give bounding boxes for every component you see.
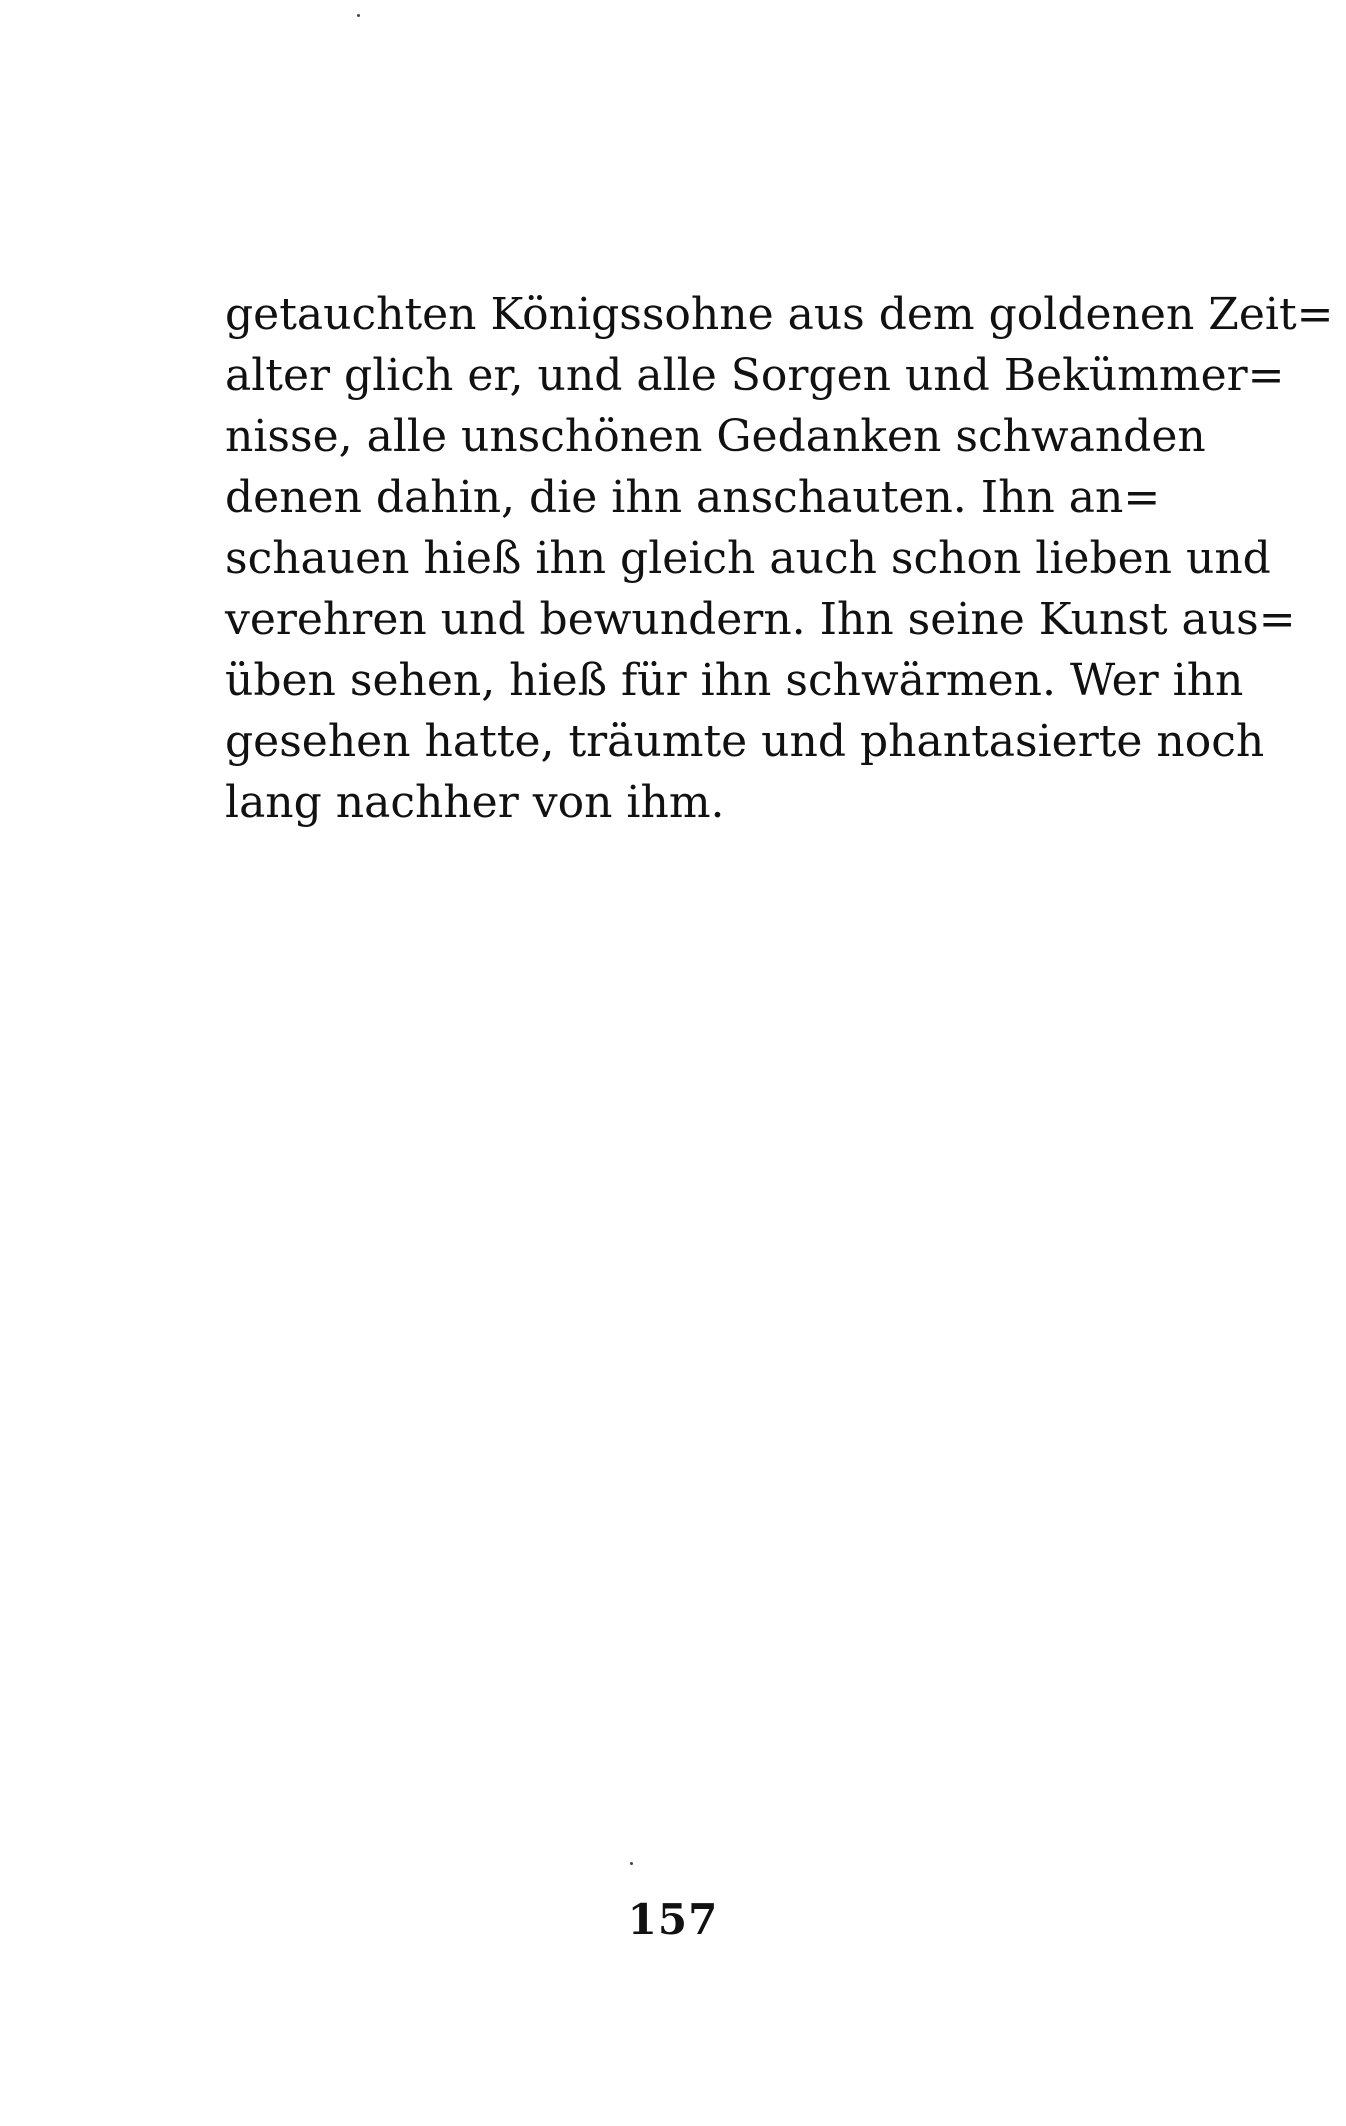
body-text xyxy=(225,284,1334,833)
page-number: 157 xyxy=(627,1895,719,1944)
scan-speck xyxy=(357,14,360,17)
text-line: verehren und bewundern. Ihn seine Kunst aus= xyxy=(225,594,1296,645)
text-line: gesehen hatte, träumte und phantasierte noch xyxy=(225,716,1265,767)
text-line: schauen hieß ihn gleich auch schon lieben und xyxy=(225,533,1271,584)
text-line: üben sehen, hieß für ihn schwärmen. Wer ihn xyxy=(225,655,1244,706)
text-line: getauchten Königssohne aus dem goldenen Zeit= xyxy=(225,289,1334,340)
text-line: nisse, alle unschönen Gedanken schwanden xyxy=(225,411,1206,462)
text-line: alter glich er, und alle Sorgen und Bekümmer= xyxy=(225,350,1285,401)
text-line: lang nachher von ihm. xyxy=(225,777,725,828)
text-line: denen dahin, die ihn anschauten. Ihn an= xyxy=(225,472,1161,523)
scan-speck xyxy=(630,1862,633,1865)
